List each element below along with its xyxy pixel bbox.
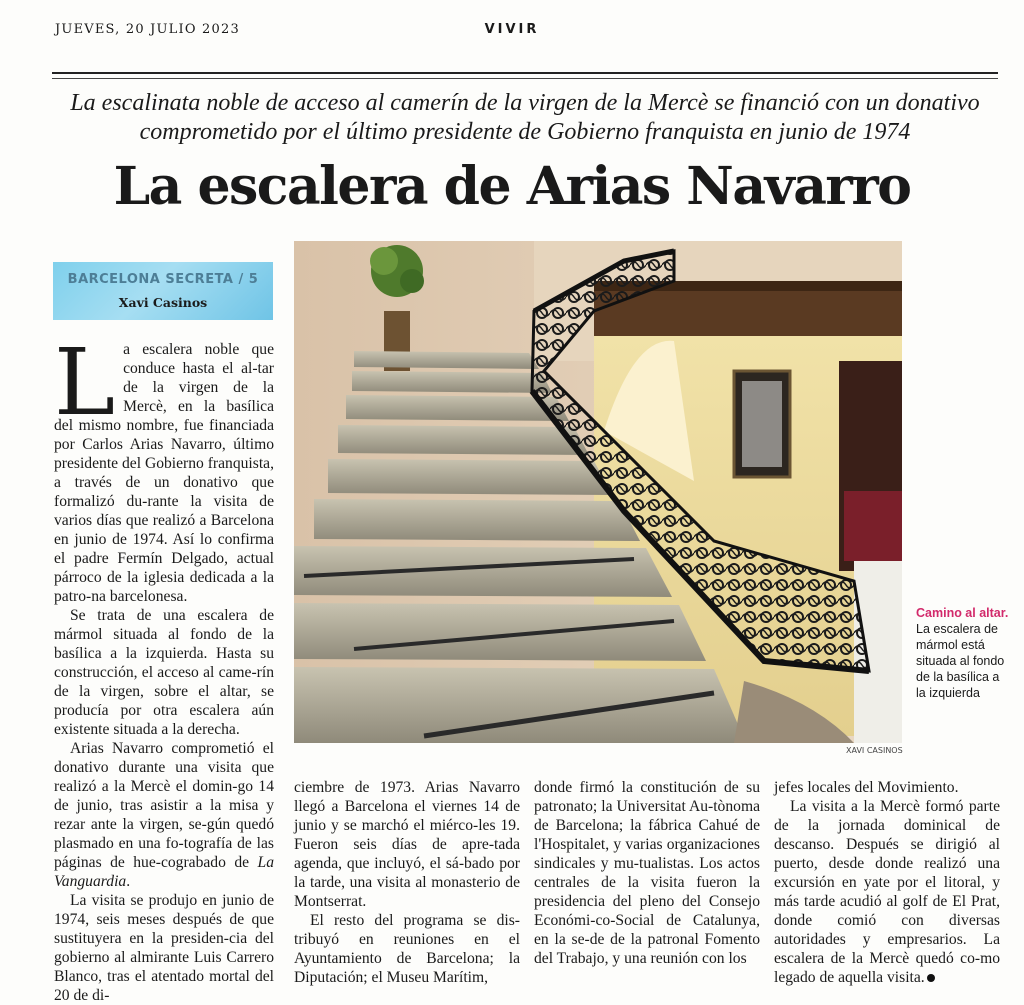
body-column-2 (294, 778, 520, 987)
body-paragraph: Se trata de una escalera de mármol situada al fondo de la basílica a la izquierda. Hasta su construcción, el acceso al came-rín de la virgen, sobre el altar, se producía por otra escalera aún existente situada a la derecha. (54, 607, 274, 738)
body-paragraph (54, 329, 274, 606)
body-paragraph: donde firmó la constitución de su patronato; la Universitat Au-tònoma de Barcelona; la fábrica Cahué de l'Hospitalet, y varias organizaciones sindicales y mu-tualistas. Los actos centrales de la visita fueron la presidencia del pleno del Consejo Económi-co-Social de Catalunya, en la se-de de la patronal Fomento del Trabajo, y una reunión con los (534, 779, 760, 967)
author-byline: Xavi Casinos (118, 295, 208, 310)
drop-cap: L (54, 329, 116, 436)
article-headline: La escalera de Arias Navarro (113, 156, 911, 217)
section-name: VIVIR (484, 22, 540, 37)
staircase-photo (294, 241, 902, 743)
staircase-illustration (294, 241, 902, 743)
photo-credit: XAVI CASINOS (846, 746, 903, 755)
header-rule-thin (52, 78, 998, 79)
body-paragraph (774, 797, 1000, 987)
body-column-3 (534, 778, 760, 968)
photo-caption (916, 605, 1012, 701)
body-column-1 (54, 329, 274, 1005)
end-of-article-mark (927, 974, 935, 982)
newspaper-title: La Vanguardia (54, 854, 274, 890)
series-signature-box (53, 262, 273, 320)
paragraph-text: . (126, 873, 131, 890)
article-lede: La escalinata noble de acceso al camerín de la virgen de la Mercè se financió con un donativo comprometido por el último presidente de Gobierno franquista en junio de 1974 (70, 90, 980, 145)
folio-date: JUEVES, 20 JULIO 2023 (55, 22, 240, 37)
series-label: BARCELONA SECRETA / 5 (67, 272, 259, 287)
body-paragraph (54, 739, 274, 891)
body-paragraph: La visita se produjo en junio de 1974, seis meses después de que sustituyera en la presiden-cia del gobierno al almirante Luis Carrero Blanco, tras el atentado mortal del 20 de di- (54, 892, 274, 1004)
caption-text: La escalera de mármol está situada al fondo de la basílica a la izquierda (916, 622, 1005, 700)
body-paragraph: jefes locales del Movimiento. (774, 779, 959, 796)
paragraph-text: La visita a la Mercè formó parte de la jornada dominical de descanso. Después se dirigió al puerto, desde donde realizó una excursión en yate por el litoral, y más tarde acudió al golf de El Prat, donde comió con diversas autoridades y empresarios. La escalera de la Mercè quedó co-mo legado de aquella visita. (774, 798, 1000, 986)
caption-lead: Camino al altar. (916, 606, 1009, 620)
paragraph-text: a escalera noble que conduce hasta el al-tar de la virgen de la Mercè, en la basílica del mismo nombre, fue financiada por Carlos Arias Navarro, último presidente del Gobierno franquista, a través de un donativo que formalizó du-rante la visita de varios días que realizó a Barcelona en junio de 1974. Así lo confirma el padre Fermín Delgado, actual párroco de la iglesia dedicada a la patro-na barcelonesa. (54, 341, 274, 605)
body-paragraph: ciembre de 1973. Arias Navarro llegó a Barcelona el viernes 14 de junio y se marchó el miérco-les 19. Fueron seis días de apre-tada agenda, que incluyó, el sá-bado por la tarde, una visita al monasterio de Montserrat. (294, 779, 520, 910)
body-paragraph: El resto del programa se dis-tribuyó en reuniones en el Ayuntamiento de Barcelona; la Diputación; el Museu Marítim, (294, 912, 520, 986)
header-rule (52, 72, 998, 74)
paragraph-text: Arias Navarro comprometió el donativo durante una visita que realizó a la Mercè el domin-go 14 de junio, tras asistir a la misa y rezar ante la virgen, se-gún quedó plasmado en una fo-tografía de las páginas de hue-cograbado de (54, 740, 274, 871)
body-column-4 (774, 778, 1000, 987)
